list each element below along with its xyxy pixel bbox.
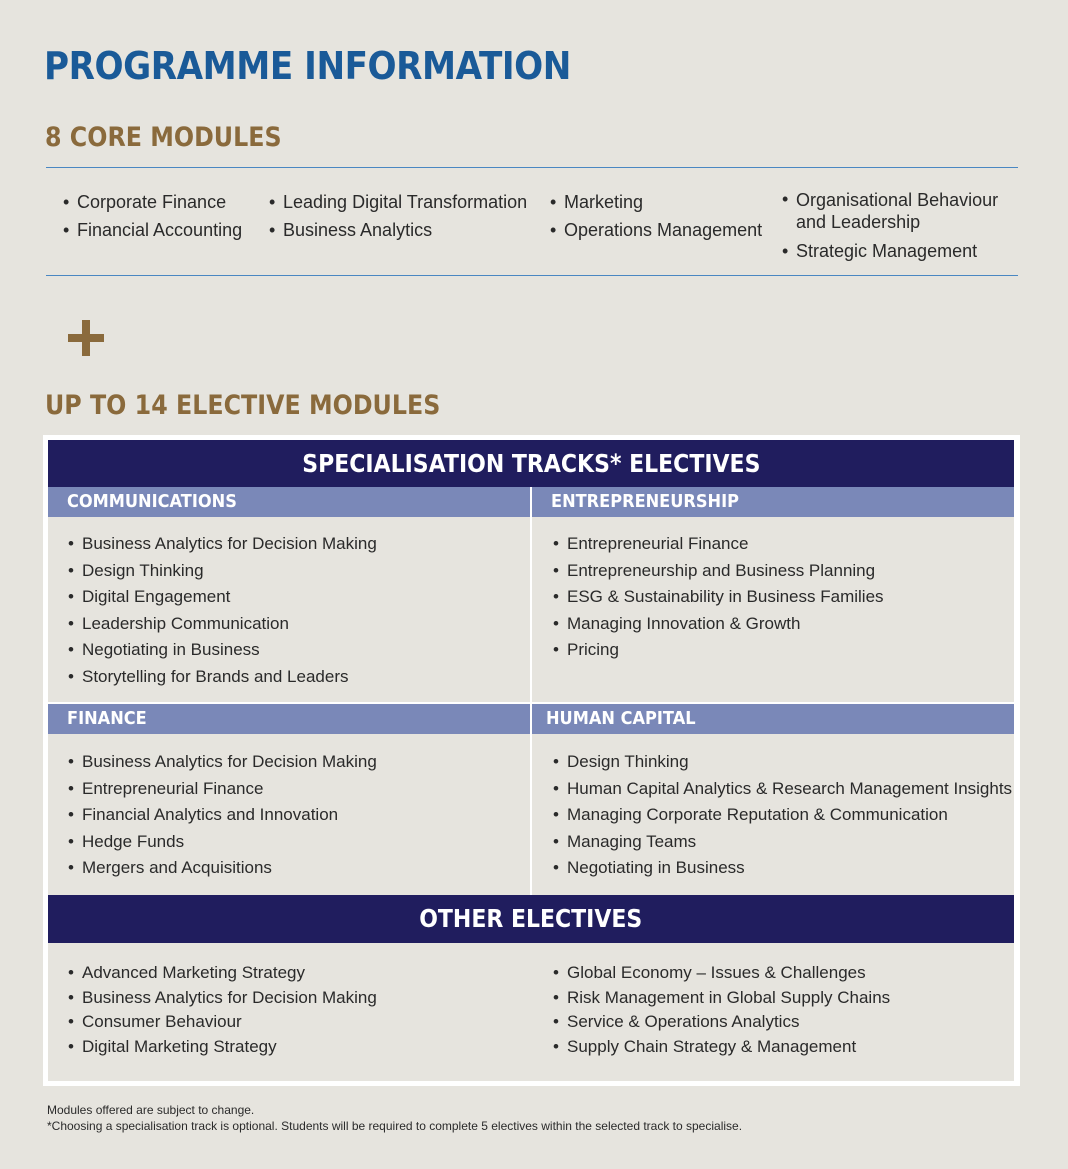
list-item: • Digital Marketing Strategy xyxy=(68,1035,377,1060)
column-divider xyxy=(530,704,532,895)
column-divider xyxy=(530,487,532,704)
finance-list xyxy=(68,749,377,882)
core-modules-heading: 8 CORE MODULES xyxy=(45,122,282,153)
list-item: • Managing Teams xyxy=(553,829,1012,856)
core-modules-column-4 xyxy=(782,188,1002,265)
list-item: • Negotiating in Business xyxy=(68,637,377,664)
human-capital-list xyxy=(553,749,1012,882)
footnotes xyxy=(47,1102,742,1134)
core-module-item: • Corporate Finance xyxy=(63,188,242,216)
track-header-human-capital: HUMAN CAPITAL xyxy=(532,704,1014,734)
list-item: • ESG & Sustainability in Business Families xyxy=(553,584,884,611)
list-item: • Mergers and Acquisitions xyxy=(68,855,377,882)
other-electives-band: OTHER ELECTIVES xyxy=(48,895,1014,943)
track-header-finance: FINANCE xyxy=(48,704,530,734)
core-module-item: • Strategic Management xyxy=(782,237,1002,265)
list-item: • Pricing xyxy=(553,637,884,664)
list-item: • Business Analytics for Decision Making xyxy=(68,986,377,1011)
list-item: • Advanced Marketing Strategy xyxy=(68,961,377,986)
list-item: • Supply Chain Strategy & Management xyxy=(553,1035,890,1060)
divider-line xyxy=(46,167,1018,168)
footnote-line: *Choosing a specialisation track is optional. Students will be required to complete 5 electives within the selected track to specialise. xyxy=(47,1119,743,1133)
list-item: • Entrepreneurial Finance xyxy=(553,531,884,558)
other-electives-right-list xyxy=(553,961,890,1060)
list-item: • Negotiating in Business xyxy=(553,855,1012,882)
page-title: PROGRAMME INFORMATION xyxy=(44,44,571,88)
list-item: • Design Thinking xyxy=(553,749,1012,776)
core-modules-column-3 xyxy=(550,188,762,244)
entrepreneurship-list xyxy=(553,531,884,664)
core-module-item: • Business Analytics xyxy=(269,216,527,244)
list-item: • Leadership Communication xyxy=(68,611,377,638)
list-item: • Human Capital Analytics & Research Management Insights xyxy=(553,776,1012,803)
core-module-item: • Operations Management xyxy=(550,216,762,244)
divider-line xyxy=(46,275,1018,276)
other-electives-left-list xyxy=(68,961,377,1060)
elective-modules-heading: UP TO 14 ELECTIVE MODULES xyxy=(45,390,441,421)
core-module-item: • Marketing xyxy=(550,188,762,216)
list-item: • Entrepreneurial Finance xyxy=(68,776,377,803)
communications-list xyxy=(68,531,377,691)
core-module-item: • Leading Digital Transformation xyxy=(269,188,527,216)
list-item: • Financial Analytics and Innovation xyxy=(68,802,377,829)
list-item: • Hedge Funds xyxy=(68,829,377,856)
plus-icon xyxy=(68,320,104,356)
list-item: • Consumer Behaviour xyxy=(68,1010,377,1035)
list-item: • Entrepreneurship and Business Planning xyxy=(553,558,884,585)
specialisation-tracks-band: SPECIALISATION TRACKS* ELECTIVES xyxy=(48,440,1014,487)
track-header-communications: COMMUNICATIONS xyxy=(48,487,530,517)
list-item: • Service & Operations Analytics xyxy=(553,1010,890,1035)
track-header-entrepreneurship: ENTREPRENEURSHIP xyxy=(532,487,1014,517)
list-item: • Risk Management in Global Supply Chains xyxy=(553,986,890,1011)
core-modules-column-1 xyxy=(63,188,242,244)
core-module-item: • Organisational Behaviour and Leadership xyxy=(782,188,1002,237)
list-item: • Business Analytics for Decision Making xyxy=(68,531,377,558)
list-item: • Business Analytics for Decision Making xyxy=(68,749,377,776)
list-item: • Managing Corporate Reputation & Communication xyxy=(553,802,1012,829)
list-item: • Storytelling for Brands and Leaders xyxy=(68,664,377,691)
core-module-item: • Financial Accounting xyxy=(63,216,242,244)
list-item: • Digital Engagement xyxy=(68,584,377,611)
footnote-line: Modules offered are subject to change. xyxy=(47,1103,255,1117)
list-item: • Global Economy – Issues & Challenges xyxy=(553,961,890,986)
electives-table xyxy=(43,435,1020,1086)
list-item: • Design Thinking xyxy=(68,558,377,585)
list-item: • Managing Innovation & Growth xyxy=(553,611,884,638)
core-modules-column-2 xyxy=(269,188,527,244)
